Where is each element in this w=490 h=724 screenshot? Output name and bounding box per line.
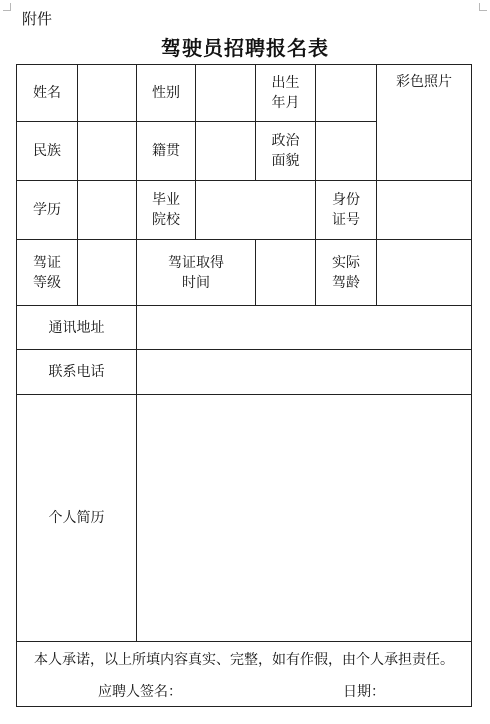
license-level-label: 驾证 等级 [33,254,61,291]
integrity-statement: 本人承诺，以上所填内容真实、完整，如有作假，由个人承担责任。 [34,652,454,668]
resume-input-area[interactable] [137,395,471,641]
color-photo-label: 彩色照片 [396,74,452,90]
id-number-input-cell[interactable] [377,181,471,239]
date-field[interactable] [389,681,459,703]
license-obtained-time-label: 驾证取得 时间 [168,254,224,291]
actual-driving-years-label: 实际 驾龄 [332,254,360,291]
left-crop-mark [3,3,11,11]
name-label: 姓名 [33,85,61,101]
actual-driving-years-input-cell[interactable] [377,240,471,305]
address-label: 通讯地址 [48,319,105,336]
address-input-cell[interactable] [137,306,471,349]
resume-label: 个人简历 [48,510,105,526]
date-label: 日期： [343,684,385,700]
applicant-signature-label: 应聘人签名： [98,684,182,700]
attachment-label: 附件 [22,10,53,28]
education-label: 学历 [33,202,61,218]
applicant-signature-field[interactable] [181,681,329,703]
phone-input-cell[interactable] [137,350,471,394]
gender-label: 性别 [152,85,180,101]
right-crop-mark [479,3,487,11]
birth-input-cell[interactable] [316,65,376,121]
color-photo-area[interactable] [377,93,471,180]
phone-label: 联系电话 [48,364,105,380]
political-status-label: 政治 面貌 [271,133,300,169]
license-level-input-cell[interactable] [78,240,136,305]
graduated-school-input-cell[interactable] [196,181,315,239]
id-number-label: 身份 证号 [332,192,360,228]
license-obtained-time-input-cell[interactable] [256,240,315,305]
native-place-label: 籍贯 [152,143,180,159]
page-title: 驾驶员招聘报名表 [161,36,329,60]
ethnicity-input-cell[interactable] [78,122,136,180]
ethnicity-label: 民族 [33,143,61,159]
driver-registration-form [16,64,472,707]
political-status-input-cell[interactable] [316,122,376,180]
native-place-input-cell[interactable] [196,122,255,180]
education-input-cell[interactable] [78,181,136,239]
graduated-school-label: 毕业 院校 [152,192,180,228]
gender-input-cell[interactable] [196,65,255,121]
name-input-cell[interactable] [78,65,136,121]
row-divider-7 [17,641,471,642]
birth-label: 出生 年月 [271,75,300,111]
